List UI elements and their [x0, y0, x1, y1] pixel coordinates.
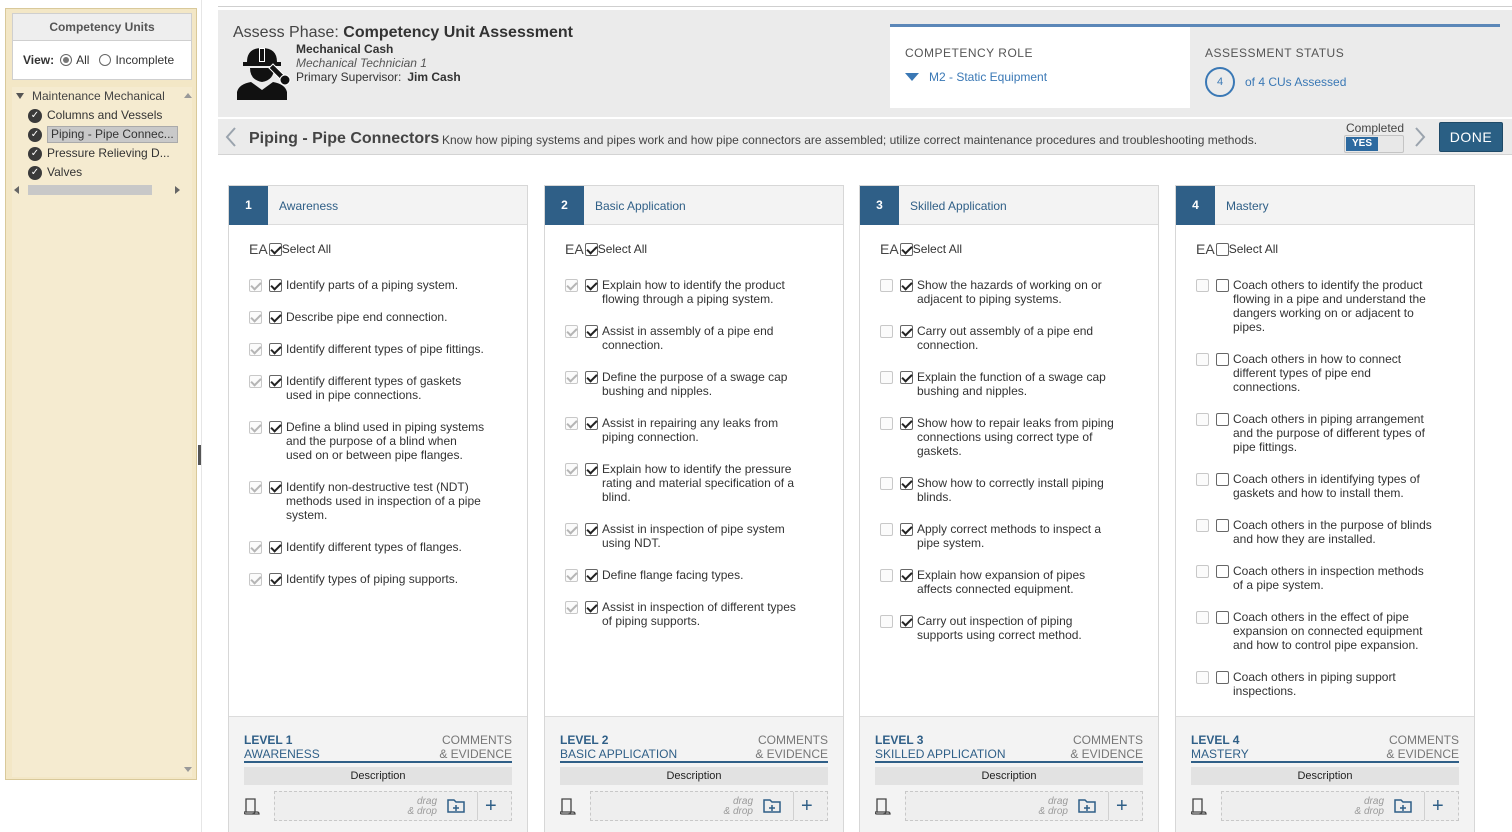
criterion-text: Show how to correctly install piping blinds.: [917, 476, 1104, 504]
criterion-checkbox[interactable]: [585, 523, 598, 536]
tree-item-pressure-relieving[interactable]: [12, 144, 192, 163]
level-number: 3: [860, 186, 899, 225]
level-footer: [229, 716, 527, 832]
criterion-text: Assist in inspection of different types of piping supports.: [602, 600, 796, 628]
assessment-status-title: ASSESSMENT STATUS: [1205, 46, 1345, 60]
criterion-checkbox[interactable]: [1216, 611, 1229, 624]
competency-role-dropdown[interactable]: [905, 70, 1047, 84]
ea-checkbox[interactable]: [249, 311, 262, 324]
assessed-count-text: of 4 CUs Assessed: [1245, 75, 1347, 89]
criterion-item: [249, 540, 519, 554]
add-evidence-button[interactable]: +: [485, 795, 497, 817]
criterion-text: Identify parts of a piping system.: [286, 278, 459, 292]
criterion-text: Coach others in identifying types of gaskets and how to install them.: [1233, 472, 1420, 500]
criterion-text: Apply correct methods to inspect a pipe system.: [917, 522, 1102, 550]
divider: [560, 761, 828, 763]
criterion-text: Identify non-destructive test (NDT) methods used in inspection of a pipe system.: [286, 480, 481, 522]
criterion-text: Carry out assembly of a pipe end connection.: [917, 324, 1094, 352]
comments-evidence-label[interactable]: [755, 733, 828, 761]
criteria-list: [565, 278, 835, 646]
dropdown-triangle-icon[interactable]: [905, 73, 919, 81]
ea-checkbox[interactable]: [565, 601, 578, 614]
criterion-text: Define flange facing types.: [602, 568, 744, 582]
level-label-number: LEVEL 2: [560, 733, 609, 747]
drop-text: & drop: [1038, 806, 1068, 817]
ea-checkbox[interactable]: [249, 573, 262, 586]
ea-checkbox[interactable]: [880, 371, 893, 384]
view-option-incomplete[interactable]: [99, 53, 174, 67]
drag-drop-zone[interactable]: [1221, 791, 1459, 821]
tree-item-valves[interactable]: [12, 163, 192, 182]
criterion-text: Carry out inspection of piping supports using correct method.: [917, 614, 1082, 642]
level-name: Basic Application: [595, 199, 686, 213]
tree-item-columns-and-vessels[interactable]: [12, 106, 192, 125]
description-header: Description: [875, 767, 1143, 785]
criterion-text: Coach others in the effect of pipe expansion on connected equipment and how to control pipe expansion.: [1233, 610, 1423, 652]
tree-root-maintenance-mechanical[interactable]: [12, 87, 192, 106]
level-header: [229, 186, 527, 225]
level-column-4: [1175, 185, 1475, 832]
add-evidence-button[interactable]: +: [1116, 795, 1128, 817]
criterion-item: [880, 324, 1150, 352]
criterion-checkbox[interactable]: [900, 417, 913, 430]
description-header: Description: [244, 767, 512, 785]
supervisor-label: Primary Supervisor:: [296, 70, 402, 84]
criterion-checkbox[interactable]: [585, 601, 598, 614]
criterion-checkbox[interactable]: [585, 325, 598, 338]
folder-add-icon[interactable]: [447, 797, 467, 815]
criteria-list: [1196, 278, 1466, 716]
comments-evidence-label[interactable]: [1386, 733, 1459, 761]
comments-label: COMMENTS: [1389, 733, 1459, 747]
level-header: [545, 186, 843, 225]
next-unit-chevron-icon[interactable]: [1413, 127, 1427, 147]
comments-label: COMMENTS: [1073, 733, 1143, 747]
ea-checkbox[interactable]: [249, 481, 262, 494]
criterion-item: [249, 310, 519, 324]
complete-check-icon: ✓: [28, 166, 42, 180]
complete-check-icon: ✓: [28, 128, 42, 142]
criterion-item: [880, 370, 1150, 398]
collapse-triangle-icon[interactable]: [16, 93, 24, 99]
tree-item-label: Pressure Relieving D...: [47, 146, 170, 160]
criterion-checkbox[interactable]: [269, 541, 282, 554]
criterion-text: Assist in inspection of pipe system using NDT.: [602, 522, 785, 550]
drop-text: & drop: [1354, 806, 1384, 817]
drop-text: & drop: [723, 806, 753, 817]
criterion-item: [249, 374, 519, 402]
competency-role-title: COMPETENCY ROLE: [905, 46, 1033, 60]
level-column-1: [228, 185, 528, 832]
ea-checkbox[interactable]: [565, 463, 578, 476]
scrollbar-thumb[interactable]: [28, 185, 152, 195]
level-footer: [545, 716, 843, 832]
ea-checkbox[interactable]: [1196, 413, 1209, 426]
add-evidence-button[interactable]: +: [801, 795, 813, 817]
criterion-item: [1196, 412, 1466, 454]
criterion-checkbox[interactable]: [269, 421, 282, 434]
unit-tree: [12, 87, 192, 777]
criterion-checkbox[interactable]: [585, 417, 598, 430]
level-label: [560, 733, 677, 761]
select-all-label: Select All: [912, 242, 963, 256]
completed-toggle[interactable]: [1344, 135, 1404, 153]
drag-drop-zone[interactable]: [590, 791, 828, 821]
drag-text: drag: [416, 796, 437, 807]
criterion-checkbox[interactable]: [900, 569, 913, 582]
view-label: View:: [23, 53, 55, 67]
document-icon[interactable]: [244, 797, 260, 815]
ea-checkbox[interactable]: [249, 375, 262, 388]
criterion-item: [565, 462, 835, 504]
criterion-item: [249, 420, 519, 462]
ea-checkbox[interactable]: [880, 279, 893, 292]
unit-title: Piping - Pipe Connectors: [249, 130, 440, 147]
criterion-item: [565, 370, 835, 398]
assessed-count-circle: 4: [1205, 67, 1235, 97]
criterion-checkbox[interactable]: [1216, 519, 1229, 532]
criterion-checkbox[interactable]: [1216, 565, 1229, 578]
ea-checkbox[interactable]: [880, 477, 893, 490]
level-name: Awareness: [279, 199, 339, 213]
drag-drop-zone[interactable]: [274, 791, 512, 821]
document-icon[interactable]: [875, 797, 891, 815]
criterion-text: Coach others in the purpose of blinds and how they are installed.: [1233, 518, 1432, 546]
divider: [1191, 761, 1459, 763]
drag-drop-hint: [1018, 797, 1068, 817]
criterion-item: [880, 568, 1150, 596]
select-all-checkbox[interactable]: [269, 243, 282, 256]
criterion-text: Identify different types of pipe fittings.: [286, 342, 484, 356]
ea-checkbox[interactable]: [565, 569, 578, 582]
level-column-2: [544, 185, 844, 832]
page-title: [233, 24, 573, 42]
ea-checkbox[interactable]: [1196, 565, 1209, 578]
person-name: Mechanical Cash: [296, 42, 394, 56]
level-header: [1176, 186, 1474, 225]
criteria-list: [880, 278, 1150, 660]
criterion-text: Show the hazards of working on or adjacent to piping systems.: [917, 278, 1102, 306]
criterion-text: Coach others in inspection methods of a pipe system.: [1233, 564, 1424, 592]
scroll-right-arrow-icon[interactable]: [175, 186, 180, 194]
criterion-checkbox[interactable]: [900, 279, 913, 292]
level-label-name: MASTERY: [1191, 747, 1249, 761]
criterion-checkbox[interactable]: [269, 481, 282, 494]
assessment-status-panel: [1190, 24, 1500, 108]
drag-drop-hint: [1334, 797, 1384, 817]
select-all-label: Select All: [597, 242, 648, 256]
previous-unit-chevron-icon[interactable]: [224, 127, 238, 147]
complete-check-icon: ✓: [28, 147, 42, 161]
scroll-up-arrow-icon[interactable]: [184, 93, 192, 98]
select-all: [565, 241, 647, 257]
ea-checkbox[interactable]: [880, 325, 893, 338]
criterion-item: [880, 476, 1150, 504]
divider: [875, 761, 1143, 763]
ea-checkbox[interactable]: [249, 343, 262, 356]
add-evidence-button[interactable]: +: [1432, 795, 1444, 817]
criterion-item: [1196, 670, 1466, 698]
drag-text: drag: [1363, 796, 1384, 807]
level-label: [875, 733, 1006, 761]
divider: [1424, 792, 1425, 820]
phase-title: Competency Unit Assessment: [343, 24, 573, 41]
drag-drop-hint: [387, 797, 437, 817]
criterion-checkbox[interactable]: [269, 343, 282, 356]
folder-add-icon[interactable]: [1394, 797, 1414, 815]
criterion-text: Coach others in how to connect different types of pipe end connections.: [1233, 352, 1402, 394]
select-all-label: Select All: [1228, 242, 1279, 256]
divider: [1108, 792, 1109, 820]
scroll-left-arrow-icon[interactable]: [14, 186, 19, 194]
select-all: [1196, 241, 1278, 257]
criterion-item: [880, 278, 1150, 306]
criterion-checkbox[interactable]: [1216, 671, 1229, 684]
view-option-all-label: All: [76, 53, 90, 67]
level-number: 4: [1176, 186, 1215, 225]
criterion-text: Define a blind used in piping systems and the purpose of a blind when used on or between pipe flanges.: [286, 420, 485, 462]
criterion-checkbox[interactable]: [900, 325, 913, 338]
criterion-checkbox[interactable]: [1216, 279, 1229, 292]
completed-toggle-value: YES: [1346, 137, 1378, 151]
select-all-checkbox[interactable]: [900, 243, 913, 256]
criterion-text: Show how to repair leaks from piping connections using correct type of gaskets.: [917, 416, 1114, 458]
criterion-checkbox[interactable]: [585, 371, 598, 384]
ea-checkbox[interactable]: [565, 325, 578, 338]
level-label-number: LEVEL 1: [244, 733, 293, 747]
criterion-item: [565, 568, 835, 582]
competency-role-value: M2 - Static Equipment: [929, 70, 1048, 84]
document-icon[interactable]: [560, 797, 576, 815]
horizontal-scrollbar[interactable]: [12, 183, 182, 197]
criterion-item: [880, 522, 1150, 550]
criterion-checkbox[interactable]: [269, 375, 282, 388]
view-option-incomplete-label: Incomplete: [115, 53, 175, 67]
ea-checkbox[interactable]: [1196, 611, 1209, 624]
criterion-text: Explain how to identify the product flowing through a piping system.: [602, 278, 785, 306]
ea-checkbox[interactable]: [880, 615, 893, 628]
supervisor: [296, 70, 461, 84]
tree-item-label: Valves: [47, 165, 83, 179]
comments-evidence-label[interactable]: [439, 733, 512, 761]
ea-checkbox[interactable]: [249, 541, 262, 554]
level-label-name: SKILLED APPLICATION: [875, 747, 1006, 761]
level-label-number: LEVEL 3: [875, 733, 924, 747]
ea-label: EA: [565, 241, 584, 257]
criterion-item: [1196, 472, 1466, 500]
level-header: [860, 186, 1158, 225]
criterion-item: [880, 416, 1150, 458]
evidence-label: & EVIDENCE: [1070, 747, 1143, 761]
drag-drop-hint: [703, 797, 753, 817]
select-all: [880, 241, 962, 257]
criterion-checkbox[interactable]: [900, 371, 913, 384]
criterion-checkbox[interactable]: [585, 279, 598, 292]
folder-add-icon[interactable]: [763, 797, 783, 815]
criterion-text: Coach others to identify the product flowing in a pipe and understand the dangers working on or adjacent to pipes.: [1233, 278, 1426, 334]
sidebar: [5, 8, 197, 780]
technician-avatar-icon: [233, 44, 291, 100]
view-option-all[interactable]: [60, 53, 89, 67]
level-label-number: LEVEL 4: [1191, 733, 1240, 747]
criteria-list: [249, 278, 519, 604]
criterion-text: Identify types of piping supports.: [286, 572, 459, 586]
person-role: Mechanical Technician 1: [296, 56, 427, 70]
drop-text: & drop: [407, 806, 437, 817]
divider: [477, 792, 478, 820]
level-number: 1: [229, 186, 268, 225]
scroll-down-arrow-icon[interactable]: [184, 767, 192, 772]
level-name: Skilled Application: [910, 199, 1007, 213]
criterion-item: [249, 572, 519, 586]
level-label: [1191, 733, 1249, 761]
tree-item-piping-pipe-connectors[interactable]: [12, 125, 192, 144]
criterion-item: [565, 416, 835, 444]
assessment-header: [218, 10, 1512, 117]
criterion-item: [880, 614, 1150, 642]
criterion-text: Explain how expansion of pipes affects connected equipment.: [917, 568, 1086, 596]
level-label-name: BASIC APPLICATION: [560, 747, 678, 761]
criterion-checkbox[interactable]: [900, 615, 913, 628]
drag-text: drag: [732, 796, 753, 807]
criterion-text: Define the purpose of a swage cap bushing and nipples.: [602, 370, 788, 398]
divider: [793, 792, 794, 820]
done-button[interactable]: DONE: [1439, 122, 1503, 152]
unit-bar: [218, 119, 1512, 155]
supervisor-name: Jim Cash: [407, 70, 461, 84]
complete-check-icon: ✓: [28, 109, 42, 123]
criterion-checkbox[interactable]: [1216, 353, 1229, 366]
evidence-label: & EVIDENCE: [439, 747, 512, 761]
level-label: [244, 733, 320, 761]
ea-checkbox[interactable]: [249, 421, 262, 434]
criterion-item: [1196, 564, 1466, 592]
view-filter: [12, 40, 192, 80]
criterion-text: Coach others in piping arrangement and the purpose of different types of pipe fittings.: [1233, 412, 1425, 454]
divider: [201, 0, 202, 832]
document-icon[interactable]: [1191, 797, 1207, 815]
ea-checkbox[interactable]: [880, 417, 893, 430]
assessment-status[interactable]: [1205, 67, 1346, 97]
comments-label: COMMENTS: [758, 733, 828, 747]
level-number: 2: [545, 186, 584, 225]
criterion-checkbox[interactable]: [585, 463, 598, 476]
criterion-checkbox[interactable]: [900, 477, 913, 490]
criterion-item: [249, 342, 519, 356]
criterion-item: [1196, 610, 1466, 652]
criterion-checkbox[interactable]: [900, 523, 913, 536]
completed-label: Completed: [1346, 121, 1405, 135]
criterion-item: [1196, 278, 1466, 334]
level-column-3: [859, 185, 1159, 832]
criterion-item: [249, 278, 519, 292]
criterion-item: [565, 522, 835, 550]
criterion-item: [1196, 352, 1466, 394]
ea-label: EA: [880, 241, 899, 257]
select-all: [249, 241, 331, 257]
criterion-text: Identify different types of gaskets used in pipe connections.: [286, 374, 462, 402]
ea-label: EA: [249, 241, 268, 257]
ea-checkbox[interactable]: [1196, 473, 1209, 486]
criterion-item: [565, 324, 835, 352]
ea-checkbox[interactable]: [249, 279, 262, 292]
ea-checkbox[interactable]: [1196, 671, 1209, 684]
folder-add-icon[interactable]: [1078, 797, 1098, 815]
select-all-checkbox[interactable]: [585, 243, 598, 256]
sidebar-title: Competency Units: [12, 13, 192, 41]
criterion-item: [565, 600, 835, 628]
ea-checkbox[interactable]: [1196, 279, 1209, 292]
tree-item-label: Piping - Pipe Connec...: [47, 126, 178, 143]
criterion-item: [249, 480, 519, 522]
evidence-label: & EVIDENCE: [1386, 747, 1459, 761]
divider: [218, 6, 1512, 7]
select-all-checkbox[interactable]: [1216, 243, 1229, 256]
radio-incomplete[interactable]: [99, 54, 111, 66]
criterion-item: [565, 278, 835, 306]
ea-checkbox[interactable]: [565, 279, 578, 292]
ea-label: EA: [1196, 241, 1215, 257]
comments-label: COMMENTS: [442, 733, 512, 747]
competency-role-panel: [890, 24, 1190, 108]
criterion-checkbox[interactable]: [269, 311, 282, 324]
tree-root-label: Maintenance Mechanical: [32, 89, 165, 103]
divider: [244, 761, 512, 763]
select-all-label: Select All: [281, 242, 332, 256]
ea-checkbox[interactable]: [565, 523, 578, 536]
criterion-checkbox[interactable]: [1216, 413, 1229, 426]
description-header: Description: [560, 767, 828, 785]
drag-text: drag: [1047, 796, 1068, 807]
drag-drop-zone[interactable]: [905, 791, 1143, 821]
criterion-text: Identify different types of flanges.: [286, 540, 462, 554]
criterion-checkbox[interactable]: [585, 569, 598, 582]
phase-prefix: Assess Phase:: [233, 24, 339, 41]
ea-checkbox[interactable]: [880, 569, 893, 582]
criterion-text: Describe pipe end connection.: [286, 310, 448, 324]
unit-description: Know how piping systems and pipes work and how pipe connectors are assembled; utilize correct maintenance procedures and troubleshooting methods.: [442, 133, 1258, 147]
level-footer: [860, 716, 1158, 832]
ea-checkbox[interactable]: [565, 371, 578, 384]
evidence-label: & EVIDENCE: [755, 747, 828, 761]
criterion-text: Assist in repairing any leaks from piping connection.: [602, 416, 779, 444]
criterion-text: Explain the function of a swage cap bushing and nipples.: [917, 370, 1106, 398]
level-name: Mastery: [1226, 199, 1269, 213]
criterion-checkbox[interactable]: [269, 279, 282, 292]
ea-checkbox[interactable]: [565, 417, 578, 430]
criterion-item: [1196, 518, 1466, 546]
criterion-text: Coach others in piping support inspections.: [1233, 670, 1396, 698]
ea-checkbox[interactable]: [1196, 519, 1209, 532]
radio-all[interactable]: [60, 54, 72, 66]
criterion-checkbox[interactable]: [269, 573, 282, 586]
person-info: [296, 42, 461, 84]
ea-checkbox[interactable]: [880, 523, 893, 536]
description-header: Description: [1191, 767, 1459, 785]
tree-item-label: Columns and Vessels: [47, 108, 163, 122]
criterion-text: Assist in assembly of a pipe end connection.: [602, 324, 774, 352]
criterion-checkbox[interactable]: [1216, 473, 1229, 486]
level-label-name: AWARENESS: [244, 747, 320, 761]
ea-checkbox[interactable]: [1196, 353, 1209, 366]
level-footer: [1176, 716, 1474, 832]
criterion-text: Explain how to identify the pressure rating and material specification of a blind.: [602, 462, 795, 504]
comments-evidence-label[interactable]: [1070, 733, 1143, 761]
